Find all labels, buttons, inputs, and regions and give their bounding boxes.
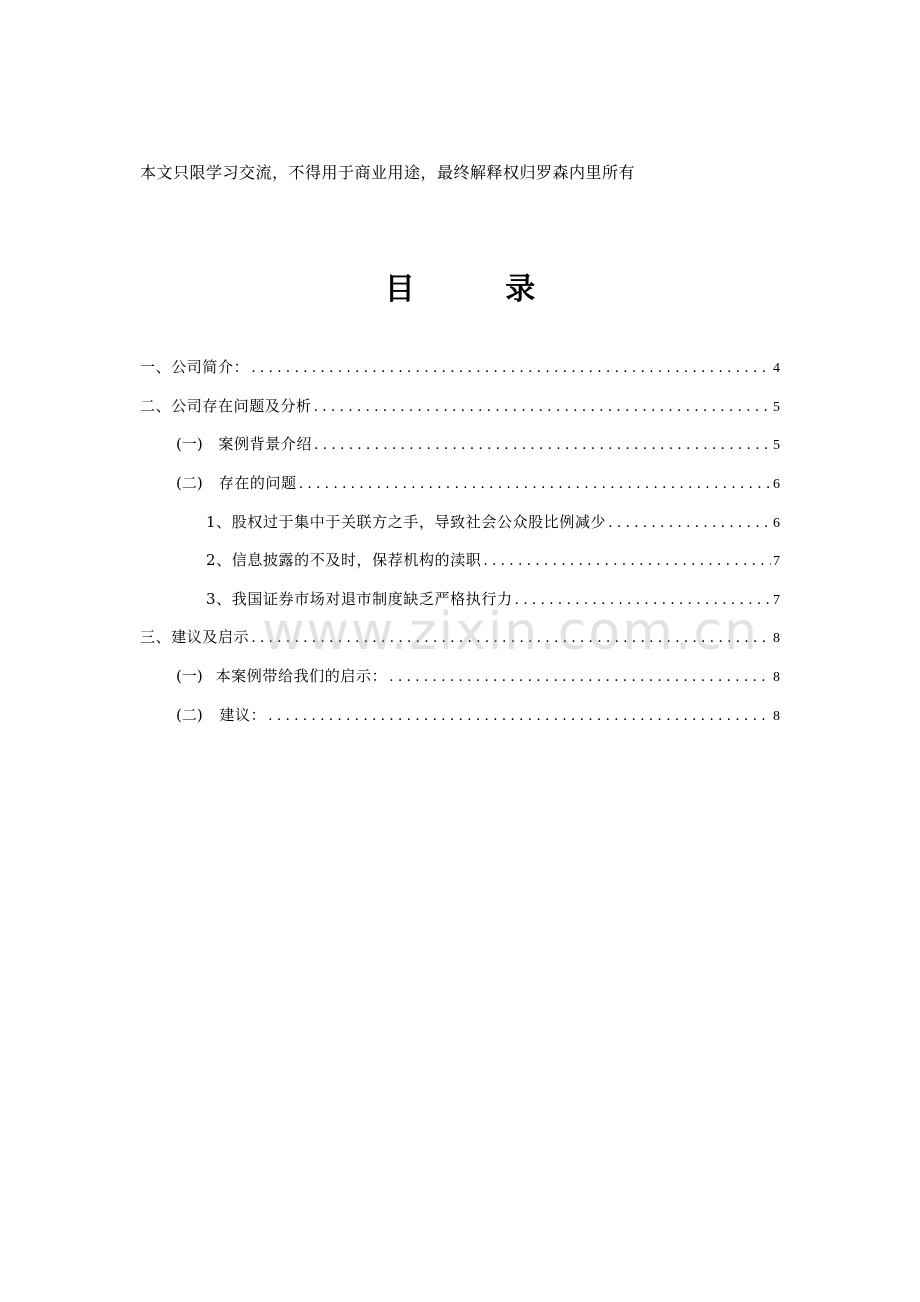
- toc-entry-label: 二、公司存在问题及分析: [140, 397, 312, 415]
- toc-entry-label: 三、建议及启示: [140, 628, 250, 646]
- toc-entry-label: 2、信息披露的不及时，保荐机构的渎职: [206, 551, 482, 569]
- toc-leader-dots: [483, 553, 771, 569]
- toc-page-number: 7: [773, 593, 780, 608]
- toc-page-number: 7: [773, 554, 780, 569]
- toc-entry-label: 案例背景介绍: [218, 435, 312, 453]
- toc-page-number: 4: [773, 361, 780, 376]
- toc-entry-2-2-1[interactable]: [206, 511, 780, 535]
- toc-entry-3-1[interactable]: [176, 665, 780, 689]
- toc-page-number: 8: [773, 631, 780, 646]
- toc-entry-2-1[interactable]: [176, 433, 780, 457]
- toc-entry-number: (二): [176, 474, 203, 492]
- toc-leader-dots: [608, 515, 771, 531]
- toc-entry-label: 存在的问题: [218, 474, 297, 492]
- toc-page-number: 5: [773, 438, 780, 453]
- toc-page-number: 5: [773, 400, 780, 415]
- disclaimer-text: 本文只限学习交流，不得用于商业用途，最终解释权归罗森内里所有: [140, 163, 636, 182]
- toc-page-number: 6: [773, 477, 780, 492]
- toc-leader-dots: [314, 399, 771, 415]
- toc-leader-dots: [251, 630, 771, 646]
- toc-entry-number: (一): [176, 667, 203, 685]
- toc-entry-label: 3、我国证券市场对退市制度缺乏严格执行力: [206, 590, 513, 608]
- toc-entry-3[interactable]: [140, 626, 780, 650]
- toc-entry-label: 建议：: [219, 706, 267, 724]
- toc-entry-2-2-3[interactable]: [206, 588, 780, 612]
- toc-entry-1[interactable]: [140, 356, 780, 380]
- toc-leader-dots: [268, 708, 771, 724]
- toc-leader-dots: [314, 437, 771, 453]
- toc-page-number: 8: [773, 670, 780, 685]
- toc-entry-label: 一、公司简介：: [140, 358, 250, 376]
- toc-leader-dots: [251, 360, 771, 376]
- watermark: www.zixin.com.cn: [262, 602, 759, 662]
- toc-page-number: 6: [773, 516, 780, 531]
- toc-title: 目 录: [384, 272, 576, 307]
- toc-entry-number: (一): [176, 435, 203, 453]
- toc-leader-dots: [515, 592, 771, 608]
- toc-entry-3-2[interactable]: [176, 704, 780, 728]
- toc-entry-2-2-2[interactable]: [206, 549, 780, 573]
- toc-entry-2-2[interactable]: [176, 472, 780, 496]
- toc-entry-2[interactable]: [140, 395, 780, 419]
- toc-page-number: 8: [773, 709, 780, 724]
- toc-entry-label: 本案例带给我们的启示：: [215, 667, 388, 685]
- toc-entry-label: 1、股权过于集中于关联方之手，导致社会公众股比例减少: [206, 513, 607, 531]
- toc-leader-dots: [389, 669, 771, 685]
- toc-leader-dots: [299, 476, 771, 492]
- toc-entry-number: (二): [176, 706, 203, 724]
